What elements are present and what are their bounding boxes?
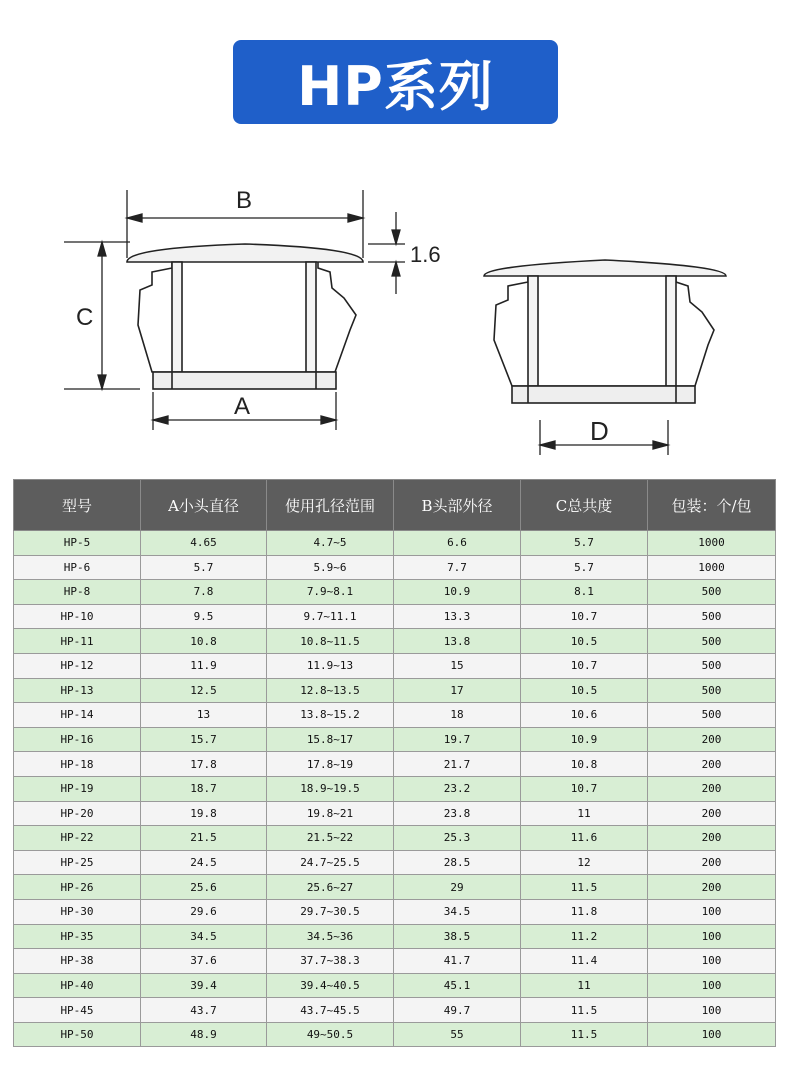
cell-b-diameter: 23.8 [394, 801, 521, 826]
cell-c-height: 8.1 [521, 580, 648, 605]
cell-a-diameter: 29.6 [141, 899, 267, 924]
cell-hole-range: 34.5~36 [267, 924, 394, 949]
cell-b-diameter: 7.7 [394, 555, 521, 580]
header-hole-range: 使用孔径范围 [267, 480, 394, 531]
cell-model: HP-18 [14, 752, 141, 777]
cell-model: HP-6 [14, 555, 141, 580]
cell-package: 100 [648, 998, 776, 1023]
table-row [14, 973, 776, 998]
table-row [14, 776, 776, 801]
cell-model: HP-26 [14, 875, 141, 900]
cell-hole-range: 39.4~40.5 [267, 973, 394, 998]
cell-package: 1000 [648, 531, 776, 556]
cell-b-diameter: 19.7 [394, 727, 521, 752]
cell-hole-range: 24.7~25.5 [267, 850, 394, 875]
cell-model: HP-14 [14, 703, 141, 728]
cell-package: 200 [648, 826, 776, 851]
table-row [14, 653, 776, 678]
cell-c-height: 11.8 [521, 899, 648, 924]
cell-package: 200 [648, 752, 776, 777]
cell-model: HP-40 [14, 973, 141, 998]
cell-hole-range: 17.8~19 [267, 752, 394, 777]
cell-hole-range: 43.7~45.5 [267, 998, 394, 1023]
cell-a-diameter: 10.8 [141, 629, 267, 654]
cell-package: 200 [648, 776, 776, 801]
cell-hole-range: 49~50.5 [267, 1022, 394, 1047]
cell-b-diameter: 21.7 [394, 752, 521, 777]
cell-hole-range: 7.9~8.1 [267, 580, 394, 605]
cell-a-diameter: 13 [141, 703, 267, 728]
table-header-row [14, 480, 776, 531]
cell-b-diameter: 38.5 [394, 924, 521, 949]
table-row [14, 555, 776, 580]
cell-package: 100 [648, 1022, 776, 1047]
cell-package: 500 [648, 703, 776, 728]
cell-c-height: 11.2 [521, 924, 648, 949]
table-row [14, 531, 776, 556]
cell-b-diameter: 23.2 [394, 776, 521, 801]
cell-c-height: 5.7 [521, 531, 648, 556]
label-d: D [590, 416, 609, 446]
cell-hole-range: 37.7~38.3 [267, 949, 394, 974]
table-row [14, 629, 776, 654]
cell-b-diameter: 41.7 [394, 949, 521, 974]
cell-model: HP-5 [14, 531, 141, 556]
cell-c-height: 11.5 [521, 998, 648, 1023]
cell-c-height: 11.4 [521, 949, 648, 974]
cell-c-height: 11 [521, 973, 648, 998]
cell-model: HP-12 [14, 653, 141, 678]
cell-hole-range: 15.8~17 [267, 727, 394, 752]
label-b: B [236, 187, 253, 214]
cell-a-diameter: 18.7 [141, 776, 267, 801]
cell-a-diameter: 25.6 [141, 875, 267, 900]
table-row [14, 801, 776, 826]
cell-a-diameter: 39.4 [141, 973, 267, 998]
cell-c-height: 10.6 [521, 703, 648, 728]
table-row [14, 826, 776, 851]
cell-c-height: 11.5 [521, 1022, 648, 1047]
cell-model: HP-8 [14, 580, 141, 605]
table-row [14, 703, 776, 728]
cell-b-diameter: 10.9 [394, 580, 521, 605]
header-b-diameter: B头部外径 [394, 480, 521, 531]
cell-package: 500 [648, 580, 776, 605]
table-row [14, 580, 776, 605]
table-row [14, 924, 776, 949]
cell-package: 1000 [648, 555, 776, 580]
cell-package: 500 [648, 604, 776, 629]
cell-package: 500 [648, 653, 776, 678]
dimension-thickness [368, 212, 405, 294]
label-a: A [234, 393, 251, 420]
cell-b-diameter: 29 [394, 875, 521, 900]
header-model: 型号 [14, 480, 141, 531]
cell-c-height: 10.8 [521, 752, 648, 777]
cell-model: HP-22 [14, 826, 141, 851]
cell-a-diameter: 17.8 [141, 752, 267, 777]
header-package: 包装：个/包 [648, 480, 776, 531]
cell-b-diameter: 55 [394, 1022, 521, 1047]
cell-a-diameter: 24.5 [141, 850, 267, 875]
cell-model: HP-25 [14, 850, 141, 875]
cell-a-diameter: 4.65 [141, 531, 267, 556]
table-row [14, 727, 776, 752]
cell-b-diameter: 15 [394, 653, 521, 678]
cell-a-diameter: 9.5 [141, 604, 267, 629]
cell-c-height: 10.5 [521, 629, 648, 654]
cell-c-height: 10.7 [521, 653, 648, 678]
cell-a-diameter: 7.8 [141, 580, 267, 605]
cell-package: 200 [648, 850, 776, 875]
cell-c-height: 10.9 [521, 727, 648, 752]
cell-b-diameter: 49.7 [394, 998, 521, 1023]
cell-a-diameter: 34.5 [141, 924, 267, 949]
cell-a-diameter: 48.9 [141, 1022, 267, 1047]
cell-model: HP-19 [14, 776, 141, 801]
cell-model: HP-45 [14, 998, 141, 1023]
cell-package: 200 [648, 727, 776, 752]
cell-hole-range: 21.5~22 [267, 826, 394, 851]
cell-b-diameter: 17 [394, 678, 521, 703]
cell-a-diameter: 19.8 [141, 801, 267, 826]
cell-b-diameter: 34.5 [394, 899, 521, 924]
table-row [14, 752, 776, 777]
table-row [14, 875, 776, 900]
cell-a-diameter: 21.5 [141, 826, 267, 851]
cell-c-height: 10.7 [521, 604, 648, 629]
table-row [14, 604, 776, 629]
cell-c-height: 10.7 [521, 776, 648, 801]
table-row [14, 1022, 776, 1047]
cell-hole-range: 12.8~13.5 [267, 678, 394, 703]
header-a-diameter: A小头直径 [141, 480, 267, 531]
table-row [14, 899, 776, 924]
cell-model: HP-13 [14, 678, 141, 703]
cell-model: HP-30 [14, 899, 141, 924]
table-body [14, 531, 776, 1047]
cell-b-diameter: 28.5 [394, 850, 521, 875]
cell-a-diameter: 12.5 [141, 678, 267, 703]
table-row [14, 678, 776, 703]
cell-hole-range: 29.7~30.5 [267, 899, 394, 924]
cell-b-diameter: 6.6 [394, 531, 521, 556]
cell-a-diameter: 37.6 [141, 949, 267, 974]
cell-hole-range: 4.7~5 [267, 531, 394, 556]
cell-model: HP-16 [14, 727, 141, 752]
cell-b-diameter: 18 [394, 703, 521, 728]
cell-package: 100 [648, 949, 776, 974]
table-row [14, 998, 776, 1023]
cell-model: HP-38 [14, 949, 141, 974]
cell-hole-range: 18.9~19.5 [267, 776, 394, 801]
cell-model: HP-10 [14, 604, 141, 629]
cell-model: HP-20 [14, 801, 141, 826]
cell-model: HP-11 [14, 629, 141, 654]
plug-right-drawing [484, 260, 726, 403]
cell-c-height: 10.5 [521, 678, 648, 703]
cell-c-height: 11.5 [521, 875, 648, 900]
plug-left-drawing [127, 244, 363, 389]
cell-hole-range: 11.9~13 [267, 653, 394, 678]
cell-hole-range: 19.8~21 [267, 801, 394, 826]
header-c-height: C总共度 [521, 480, 648, 531]
cell-package: 500 [648, 629, 776, 654]
cell-package: 200 [648, 801, 776, 826]
cell-hole-range: 9.7~11.1 [267, 604, 394, 629]
cell-a-diameter: 43.7 [141, 998, 267, 1023]
cell-model: HP-50 [14, 1022, 141, 1047]
cell-package: 100 [648, 899, 776, 924]
dimension-diagram [0, 150, 790, 470]
cell-b-diameter: 45.1 [394, 973, 521, 998]
cell-model: HP-35 [14, 924, 141, 949]
cell-package: 500 [648, 678, 776, 703]
cell-c-height: 5.7 [521, 555, 648, 580]
table-row [14, 850, 776, 875]
cell-hole-range: 13.8~15.2 [267, 703, 394, 728]
cell-package: 200 [648, 875, 776, 900]
cell-a-diameter: 11.9 [141, 653, 267, 678]
cell-hole-range: 25.6~27 [267, 875, 394, 900]
label-c: C [76, 304, 94, 331]
table-row [14, 949, 776, 974]
cell-c-height: 12 [521, 850, 648, 875]
spec-table [13, 479, 776, 1047]
page-title: HP系列 [233, 40, 558, 124]
cell-c-height: 11 [521, 801, 648, 826]
cell-hole-range: 10.8~11.5 [267, 629, 394, 654]
cell-package: 100 [648, 973, 776, 998]
cell-b-diameter: 25.3 [394, 826, 521, 851]
cell-package: 100 [648, 924, 776, 949]
cell-b-diameter: 13.3 [394, 604, 521, 629]
cell-c-height: 11.6 [521, 826, 648, 851]
cell-a-diameter: 15.7 [141, 727, 267, 752]
cell-hole-range: 5.9~6 [267, 555, 394, 580]
cell-a-diameter: 5.7 [141, 555, 267, 580]
label-thickness: 1.6 [410, 242, 441, 267]
cell-b-diameter: 13.8 [394, 629, 521, 654]
